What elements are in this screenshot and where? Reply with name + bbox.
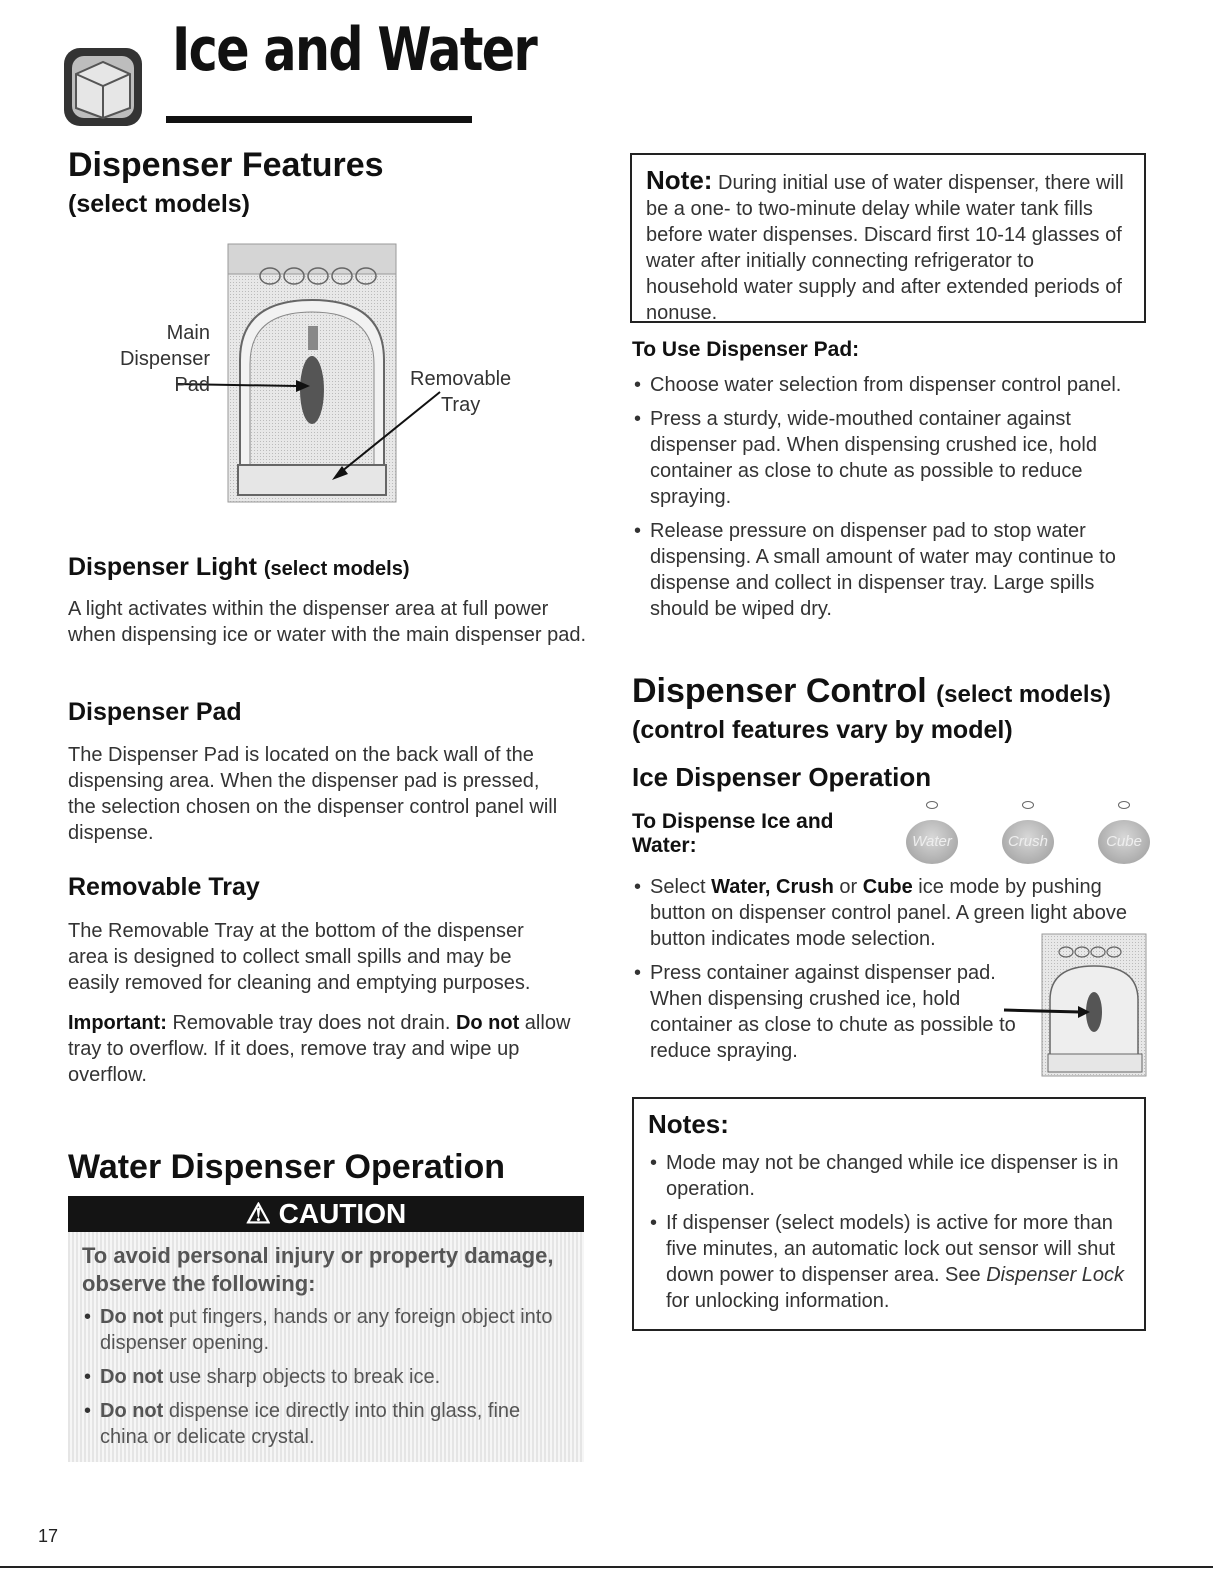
dispenser-light-text: A light activates within the dispenser area at full power when dispensing ice or water with the main dispenser pad. (68, 598, 587, 646)
crush-led-icon (1022, 801, 1034, 809)
list-item: • Press container against dispenser pad. When dispensing crushed ice, hold container as close to chute as possible to reduce spraying. (632, 960, 1035, 1064)
caution-box (68, 1196, 584, 1462)
water-button[interactable]: Water (906, 820, 958, 864)
bottom-rule (0, 1566, 1213, 1568)
important-donot: Do not (455, 1012, 520, 1034)
notes-item2-pre: If dispenser (select models) is active for more than five minutes, an automatic lock out sensor will shut down power to dispenser area. See (666, 1212, 1116, 1286)
important-text-1: Removable tray does not drain. (166, 1012, 456, 1034)
important-note (68, 1010, 578, 1088)
title-underline (166, 116, 472, 123)
dispenser-features-subtitle: (select models) (68, 190, 251, 218)
caution-item-bold: Do not (100, 1306, 164, 1328)
main-dispenser-pad-label: Main Dispenser Pad (119, 322, 210, 396)
page-number: 17 (38, 1526, 59, 1546)
dispenser-pad-title: Dispenser Pad (68, 698, 242, 726)
caution-item-bold: Do not (100, 1400, 164, 1422)
use-pad-list (632, 372, 1147, 630)
notes-title: Notes: (648, 1109, 729, 1139)
list-item: • Release pressure on dispenser pad to stop water dispensing. A small amount of water may continue to dispense and collect in dispenser tray. Large spills should be wiped dry. (632, 518, 1147, 622)
important-label: Important: (68, 1012, 167, 1034)
removable-tray-label: Removable Tray (410, 368, 512, 416)
caution-header: ⚠ CAUTION (68, 1196, 584, 1232)
water-dispenser-operation-title: Water Dispenser Operation (68, 1148, 506, 1186)
dispenser-control-title-text: Dispenser Control (632, 672, 927, 710)
select-water: Water, (711, 876, 771, 898)
important-text-2: allow tray to overflow. If it does, remove tray and wipe up overflow. (68, 1012, 571, 1086)
caution-item (82, 1398, 572, 1450)
notes-list (648, 1150, 1130, 1314)
caution-list (82, 1304, 572, 1450)
note-box (630, 153, 1146, 323)
select-or: or (833, 876, 863, 898)
page-title: Ice and Water (172, 15, 537, 85)
list-item: • Press a sturdy, wide-mouthed container against dispenser pad. When dispensing crushed ice, hold container as close to chute as possible to reduce spraying. (632, 406, 1147, 510)
dispenser-light-title (68, 553, 409, 582)
list-item: • Mode may not be changed while ice dispenser is in operation. (648, 1150, 1130, 1202)
dispenser-control-title (632, 672, 1111, 711)
caution-item (82, 1364, 572, 1390)
dispense-ice-water-title: To Dispense Ice and Water: (632, 810, 834, 857)
ice-cube-icon (60, 44, 146, 130)
caution-body (82, 1242, 572, 1458)
list-item: • Choose water selection from dispenser control panel. (632, 372, 1147, 398)
dispenser-light-title-suffix: (select models) (263, 558, 410, 580)
select-post: ice mode by pushing button on dispenser control panel. A green light above button indicates mode selection. (650, 876, 1128, 950)
use-pad-title: To Use Dispenser Pad: (632, 338, 860, 361)
note-body: During initial use of water dispenser, there will be a one- to two-minute delay while water tank fills before water dispenses. Discard first 10-14 glasses of water after initially connecting refrigerator to household water supply and after extended periods of nonuse. (646, 172, 1124, 324)
dispenser-control-title-suffix: (select models) (936, 681, 1111, 708)
dispenser-control-subtitle: (control features vary by model) (632, 716, 1013, 744)
dispenser-thumbnail (970, 930, 1150, 1080)
notes-box (632, 1097, 1146, 1331)
dispenser-lock-reference: Dispenser Lock (986, 1264, 1125, 1286)
crush-button[interactable]: Crush (1002, 820, 1054, 864)
note-label: Note: (646, 165, 713, 195)
caution-lead: To avoid personal injury or property damage, observe the following: (82, 1243, 554, 1296)
select-crush: Crush (776, 876, 834, 898)
ice-operation-title: Ice Dispenser Operation (632, 762, 932, 792)
dispenser-light-title-text: Dispenser Light (68, 553, 257, 581)
select-pre: Select (650, 876, 712, 898)
cube-led-icon (1118, 801, 1130, 809)
water-led-icon (926, 801, 938, 809)
notes-item2-post: for unlocking information. (666, 1290, 890, 1312)
cube-button[interactable]: Cube (1098, 820, 1150, 864)
removable-tray-title: Removable Tray (68, 873, 260, 901)
caution-item (82, 1304, 572, 1356)
caution-item-text: use sharp objects to break ice. (163, 1366, 441, 1388)
select-cube: Cube (862, 876, 913, 898)
caution-item-bold: Do not (100, 1366, 164, 1388)
note-text (646, 167, 1130, 326)
dispenser-pad-text: The Dispenser Pad is located on the back wall of the dispensing area. When the dispenser pad is pressed, the selection chosen on the dispenser control panel will dispense. (68, 744, 558, 844)
dispenser-features-title: Dispenser Features (68, 146, 384, 184)
list-item (648, 1210, 1130, 1314)
caution-item-text: put fingers, hands or any foreign object into dispenser opening. (100, 1306, 553, 1354)
caution-item-text: dispense ice directly into thin glass, fine china or delicate crystal. (100, 1400, 521, 1448)
removable-tray-text: The Removable Tray at the bottom of the dispenser area is designed to collect small spills and may be easily removed for cleaning and emptying purposes. (68, 920, 531, 994)
